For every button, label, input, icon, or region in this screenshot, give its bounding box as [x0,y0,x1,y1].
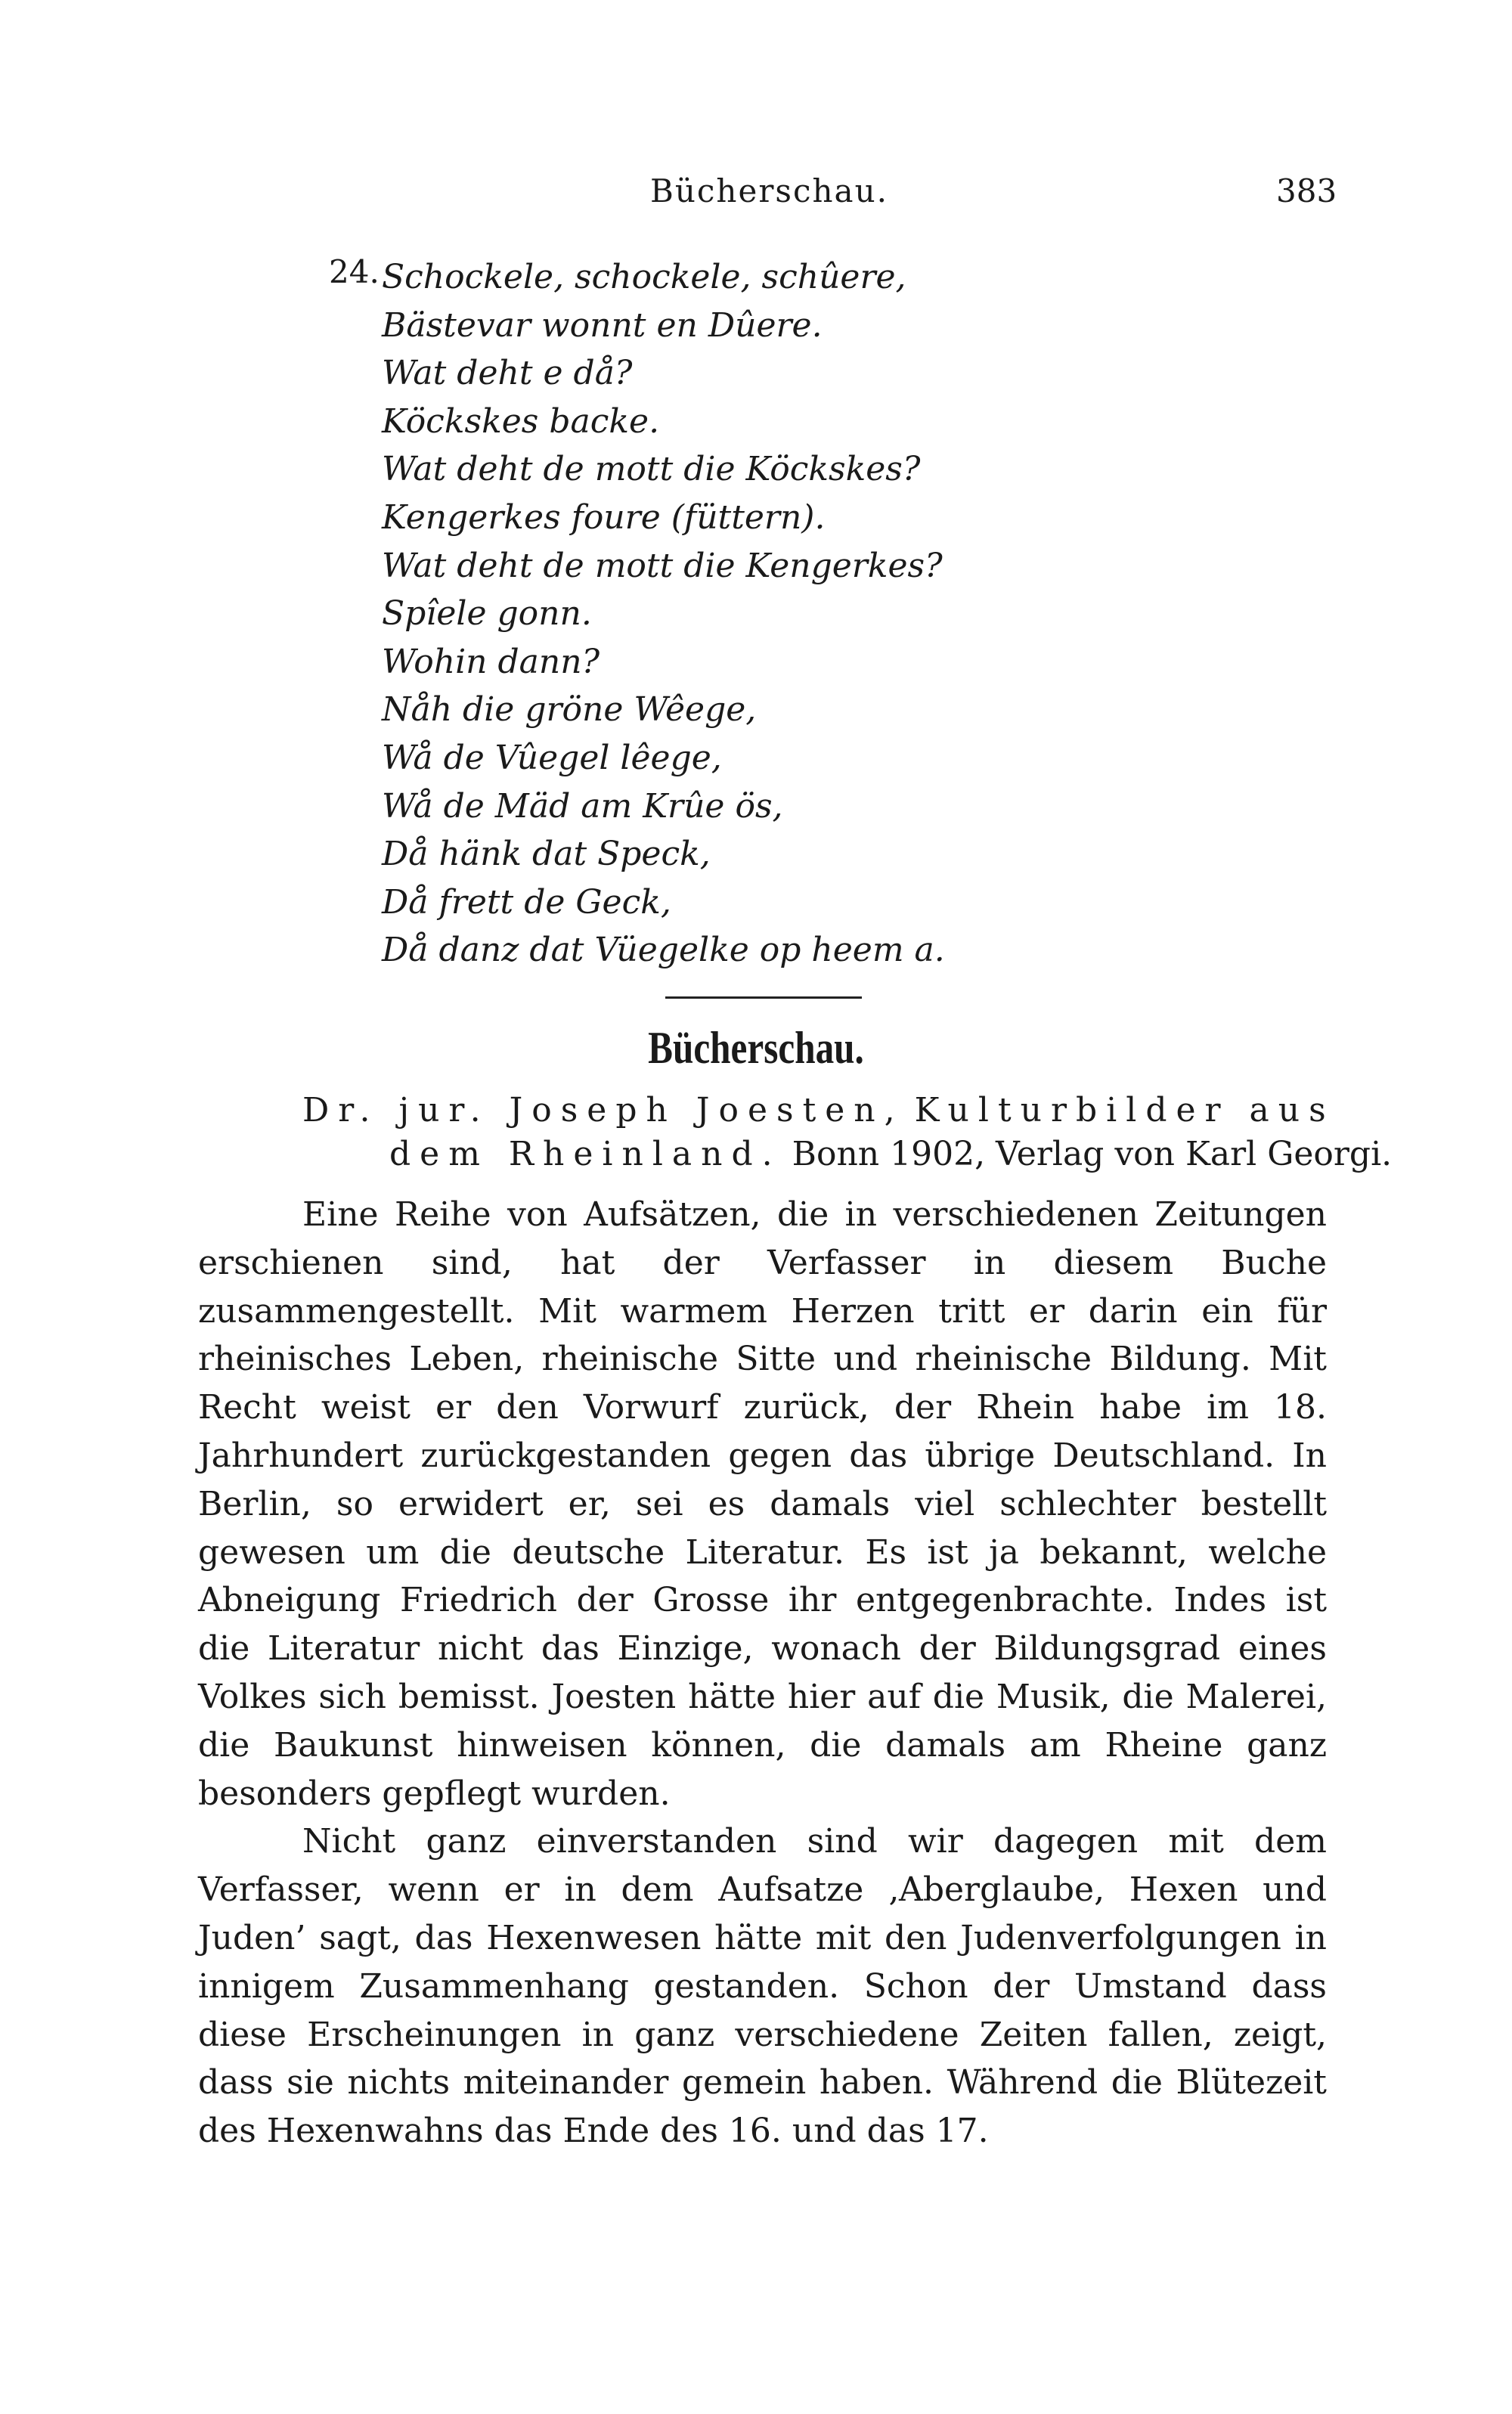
verse-line: Nåh die gröne Wêege, [382,690,757,730]
verse-line: Schockele, schockele, schûere, [382,258,906,296]
running-head [0,172,1512,218]
running-title: Bücherschau. [650,172,888,209]
verse-line: Wat deht e då? [382,354,633,393]
verse-line: Då frett de Geck, [382,882,671,922]
verse-line: Då danz dat Vüegelke op heem a. [382,931,945,970]
verse-line: Då hänk dat Speck, [382,835,711,874]
section-divider [665,996,862,999]
bibliographic-entry [302,1089,1393,1176]
verse-line: Wat deht de mott die Köckskes? [382,450,921,489]
review-text [198,1191,1327,2155]
verse-line: Köckskes backe. [382,401,660,441]
bib-title-part: Kulturbilder aus [914,1091,1335,1130]
verse-line: Bästevar wonnt en Dûere. [382,305,823,345]
verse-line: Wohin dann? [382,642,600,681]
verse-line: Kengerkes foure (füttern). [382,497,826,537]
verse-number: 24. [329,253,380,290]
verse-line: Wå de Vûegel lêege, [382,738,722,777]
verse-line: Spîele gonn. [382,594,592,634]
verse-line: Wat deht de mott die Kengerkes? [382,546,943,585]
page-number: 383 [1276,172,1337,209]
bib-publication: Bonn 1902, Verlag von Karl Georgi. [792,1135,1393,1173]
bib-title-part: dem Rheinland. [389,1135,782,1173]
section-heading: Bücherschau. [648,1023,864,1073]
verse-block [329,253,1213,975]
verse-line: Wå de Mäd am Krûe ös, [382,786,783,826]
bib-author: Dr. jur. Joseph Joesten, [302,1091,904,1130]
bib-line [302,1089,1335,1133]
review-paragraph: Eine Reihe von Aufsätzen, die in verschiedenen Zeitungen erschienen sind, hat der Verfasser in diesem Buche zusammengestellt. Mit warmem Herzen tritt er darin ein für rheinisches Leben, rheinische Sitte und rheinische Bildung. Mit Recht weist er den Vorwurf zurück, der Rhein habe im 18. Jahrhundert zurückgestanden gegen das übrige Deutschland. In Berlin, so erwidert er, sei es damals viel schlechter bestellt gewesen um die deutsche Literatur. Es ist ja bekannt, welche Abneigung Friedrich der Grosse ihr entgegenbrachte. Indes ist die Literatur nicht das Einzige, wonach der Bildungsgrad eines Volkes sich bemisst. Joesten hätte hier auf die Musik, die Malerei, die Baukunst hinweisen können, die damals am Rheine ganz besonders gepflegt wurden. [198,1195,1327,1813]
review-paragraph: Nicht ganz einverstanden sind wir dagegen mit dem Verfasser, wenn er in dem Aufsatze ‚Aberglaube, Hexen und Juden’ sagt, das Hexenwesen hätte mit den Judenverfolgungen in innigem Zusammenhang gestanden. Schon der Umstand dass diese Erscheinungen in ganz verschiedene Zeiten fallen, zeigt, dass sie nichts miteinander gemein haben. Während die Blütezeit des Hexenwahns das Ende des 16. und das 17. [198,1822,1327,2151]
bib-line [302,1133,1393,1176]
